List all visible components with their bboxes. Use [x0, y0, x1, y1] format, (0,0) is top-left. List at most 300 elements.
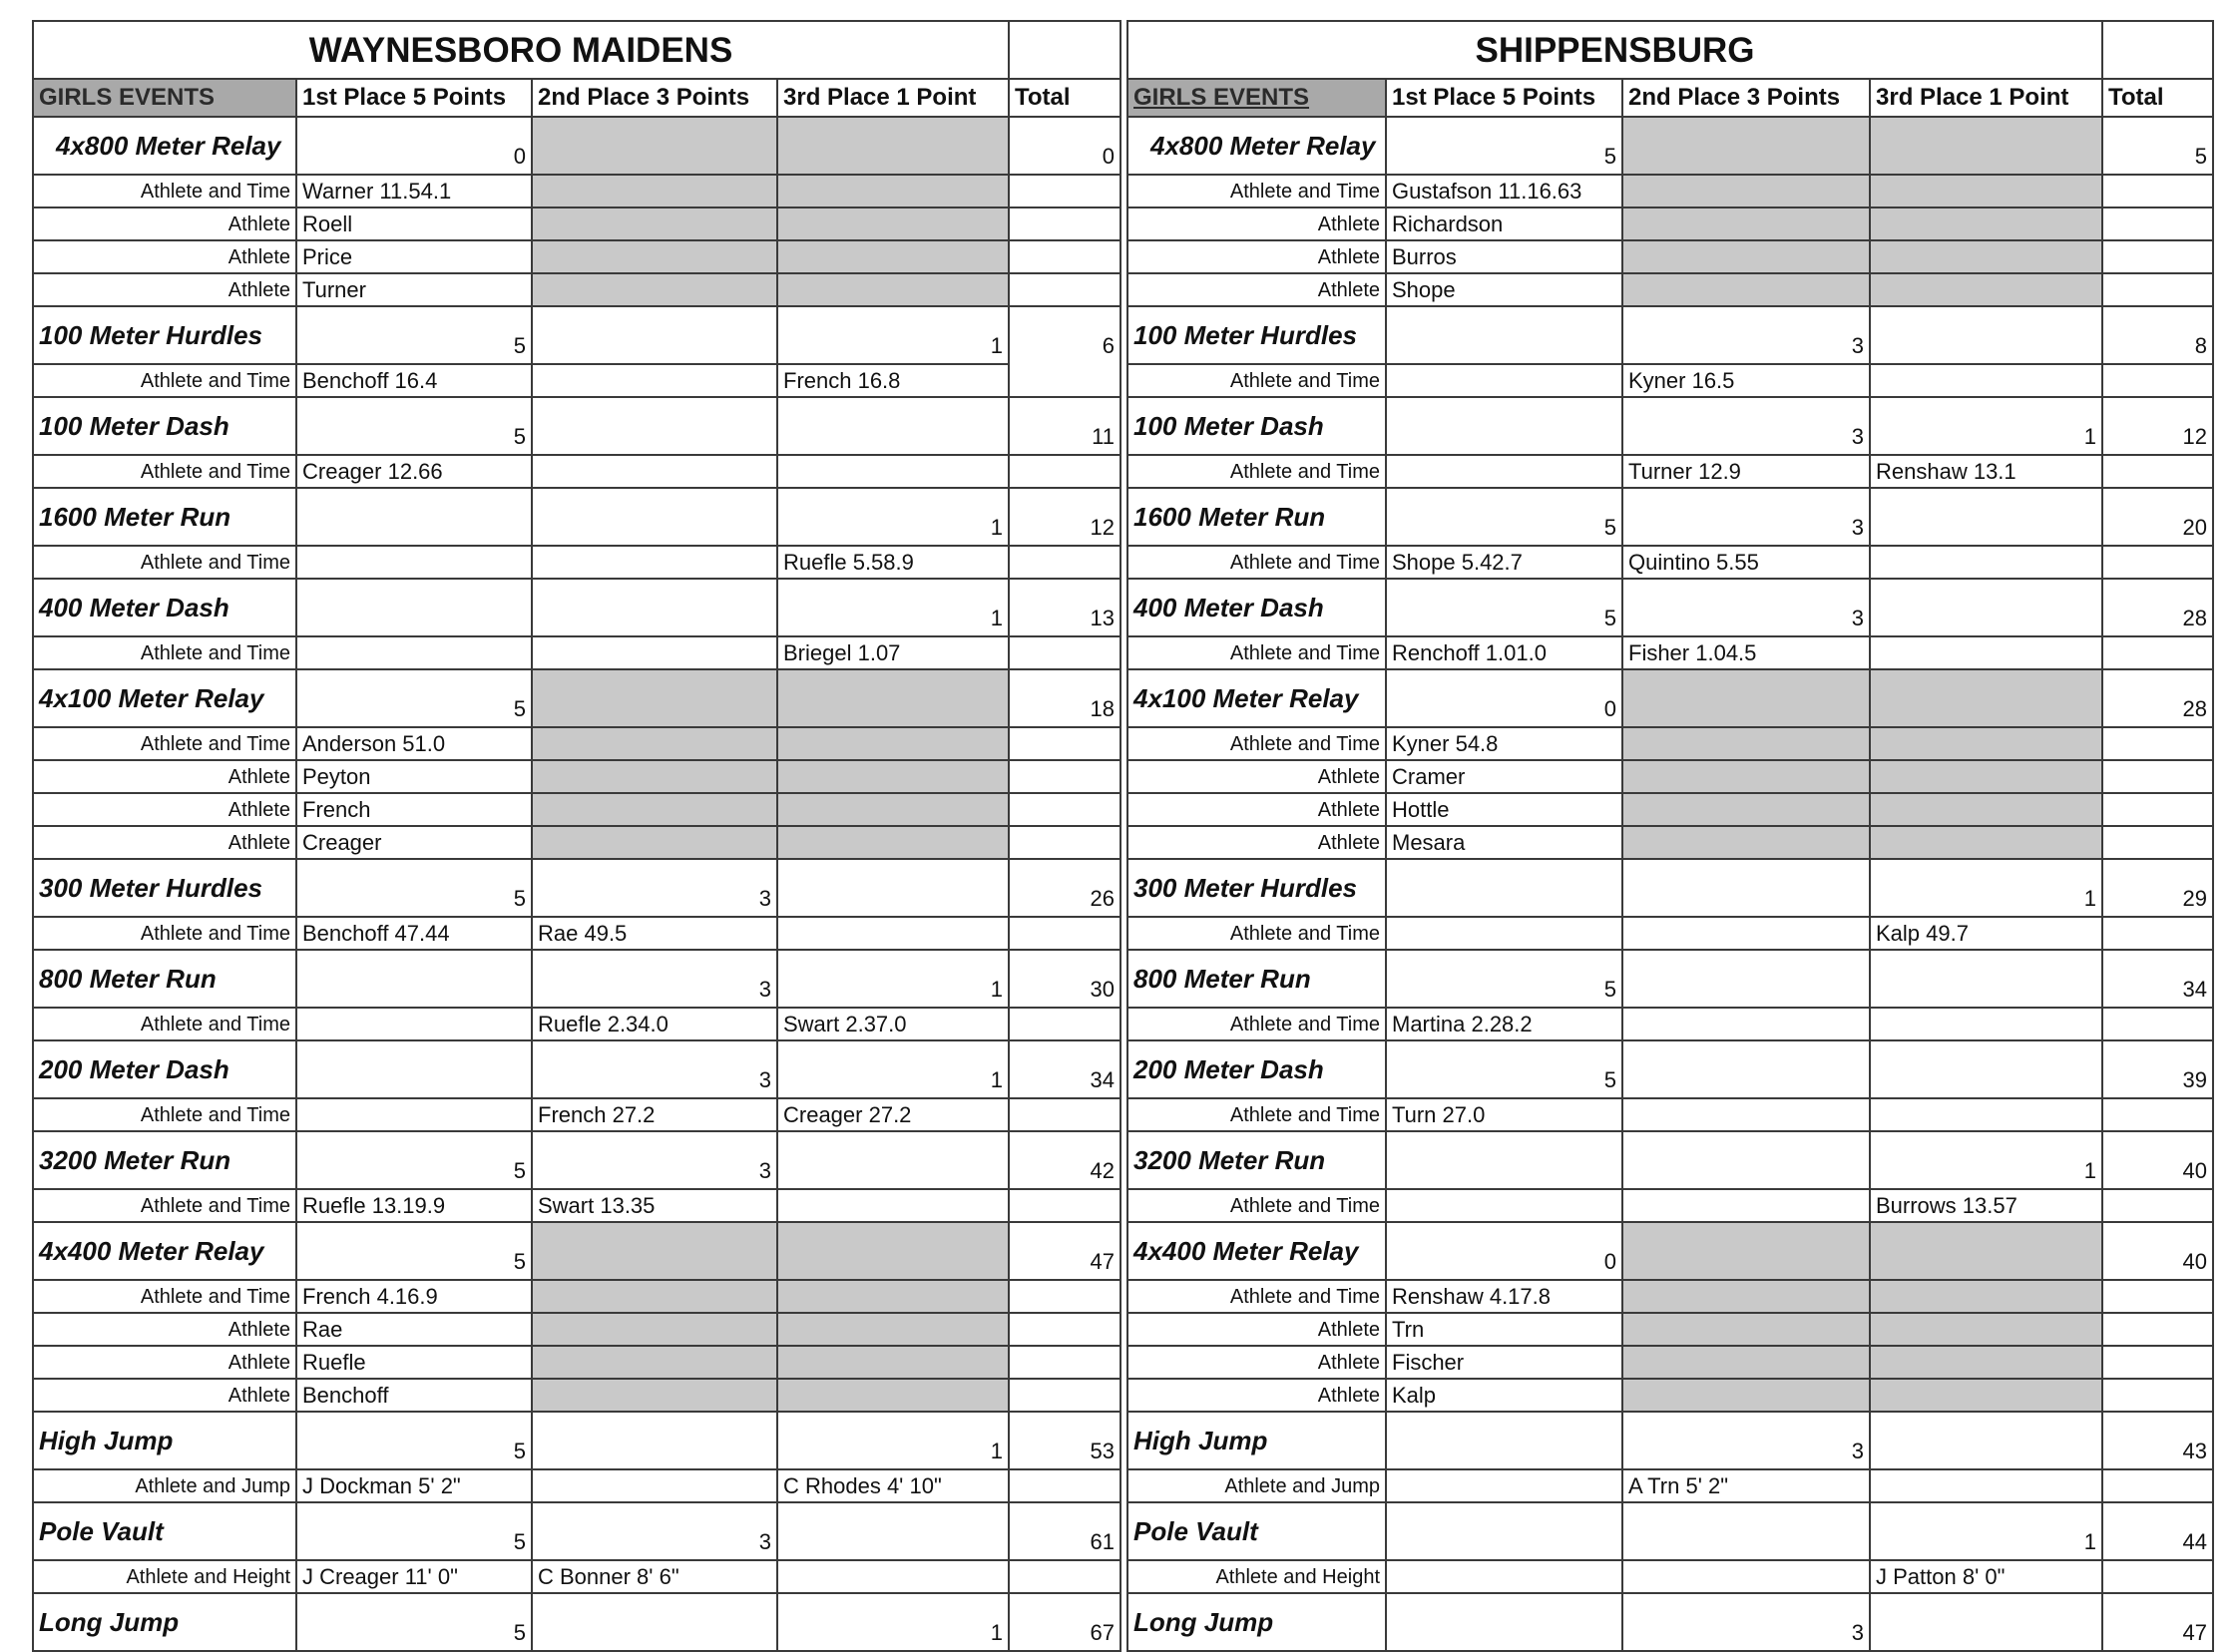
event-name: 300 Meter Hurdles: [1127, 859, 1386, 917]
first-place-points: 5: [296, 669, 532, 727]
athlete-label: Athlete and Height: [1127, 1560, 1386, 1593]
athlete-row: [1127, 793, 2213, 826]
third-place-points: [1870, 579, 2102, 636]
second-place-athlete: [532, 240, 777, 273]
first-place-athlete: Fischer: [1386, 1346, 1622, 1379]
first-place-athlete: Burros: [1386, 240, 1622, 273]
third-place-athlete: [1870, 273, 2102, 306]
athlete-row: [33, 826, 1120, 859]
total-blank-cell: [2102, 546, 2213, 579]
event-row: [1127, 950, 2213, 1008]
first-place-athlete: Shope 5.42.7: [1386, 546, 1622, 579]
second-place-athlete: [532, 1313, 777, 1346]
first-place-points: 0: [1386, 669, 1622, 727]
total-blank-cell: [2102, 1008, 2213, 1040]
first-place-athlete: Benchoff: [296, 1379, 532, 1412]
third-place-athlete: [777, 760, 1009, 793]
running-total: 5: [2102, 117, 2213, 175]
running-total: 28: [2102, 579, 2213, 636]
second-place-athlete: [532, 1469, 777, 1502]
athlete-label: Athlete and Time: [33, 546, 296, 579]
athlete-label: Athlete and Time: [33, 727, 296, 760]
first-place-athlete: Roell: [296, 207, 532, 240]
total-blank-cell: [2102, 240, 2213, 273]
event-name: 4x400 Meter Relay: [33, 1222, 296, 1280]
third-place-points: [1870, 306, 2102, 364]
header-total: Total: [2102, 79, 2213, 117]
first-place-athlete: [1386, 1189, 1622, 1222]
athlete-row: [33, 1189, 1120, 1222]
first-place-athlete: Mesara: [1386, 826, 1622, 859]
running-total: 12: [1009, 488, 1120, 546]
athlete-label: Athlete: [1127, 793, 1386, 826]
second-place-athlete: [532, 826, 777, 859]
event-name: 200 Meter Dash: [33, 1040, 296, 1098]
athlete-row: [1127, 1189, 2213, 1222]
third-place-points: [1870, 1222, 2102, 1280]
running-total: 40: [2102, 1222, 2213, 1280]
second-place-athlete: [532, 636, 777, 669]
athlete-label: Athlete: [33, 793, 296, 826]
first-place-points: [1386, 306, 1622, 364]
athlete-label: Athlete and Time: [1127, 636, 1386, 669]
event-row: [1127, 669, 2213, 727]
total-blank-cell: [2102, 1189, 2213, 1222]
total-blank-cell: [1009, 1346, 1120, 1379]
second-place-points: [1622, 117, 1870, 175]
running-total: 44: [2102, 1502, 2213, 1560]
second-place-athlete: Swart 13.35: [532, 1189, 777, 1222]
athlete-label: Athlete and Time: [1127, 1098, 1386, 1131]
second-place-athlete: French 27.2: [532, 1098, 777, 1131]
third-place-points: 1: [777, 488, 1009, 546]
total-blank-cell: [1009, 636, 1120, 669]
total-blank-cell: [1009, 207, 1120, 240]
second-place-points: [1622, 669, 1870, 727]
first-place-points: [296, 950, 532, 1008]
event-name: Pole Vault: [33, 1502, 296, 1560]
athlete-row: [33, 1379, 1120, 1412]
event-name: 200 Meter Dash: [1127, 1040, 1386, 1098]
athlete-row: [33, 455, 1120, 488]
athlete-row: [1127, 546, 2213, 579]
total-blank-cell: [1009, 1098, 1120, 1131]
event-name: Pole Vault: [1127, 1502, 1386, 1560]
second-place-points: 3: [532, 1040, 777, 1098]
first-place-points: 5: [1386, 950, 1622, 1008]
header-girls-events: [1127, 79, 1386, 117]
third-place-points: [777, 1131, 1009, 1189]
third-place-athlete: [1870, 175, 2102, 207]
event-name: 1600 Meter Run: [1127, 488, 1386, 546]
first-place-athlete: Creager: [296, 826, 532, 859]
total-blank-cell: [2102, 727, 2213, 760]
third-place-athlete: [777, 917, 1009, 950]
event-row: [33, 1593, 1120, 1651]
second-place-points: 3: [1622, 306, 1870, 364]
athlete-label: Athlete and Time: [1127, 1280, 1386, 1313]
header-1st-place: 1st Place 5 Points: [1386, 79, 1622, 117]
second-place-athlete: [1622, 273, 1870, 306]
third-place-athlete: [777, 207, 1009, 240]
first-place-athlete: Trn: [1386, 1313, 1622, 1346]
event-name: Long Jump: [1127, 1593, 1386, 1651]
athlete-row: [33, 727, 1120, 760]
event-name: 3200 Meter Run: [33, 1131, 296, 1189]
first-place-points: [1386, 1593, 1622, 1651]
athlete-row: [1127, 760, 2213, 793]
first-place-athlete: Creager 12.66: [296, 455, 532, 488]
total-blank-cell: [1009, 1379, 1120, 1412]
event-row: [33, 1222, 1120, 1280]
header-girls-events-text: GIRLS EVENTS: [39, 84, 216, 111]
athlete-label: Athlete: [1127, 1313, 1386, 1346]
athlete-row: [33, 1280, 1120, 1313]
third-place-athlete: [1870, 727, 2102, 760]
third-place-athlete: [1870, 1469, 2102, 1502]
third-place-athlete: J Patton 8' 0": [1870, 1560, 2102, 1593]
first-place-points: 5: [296, 859, 532, 917]
event-name: 800 Meter Run: [1127, 950, 1386, 1008]
third-place-athlete: [1870, 1280, 2102, 1313]
athlete-row: [1127, 1346, 2213, 1379]
total-blank-cell: [2102, 273, 2213, 306]
first-place-athlete: Turn 27.0: [1386, 1098, 1622, 1131]
third-place-athlete: [777, 1280, 1009, 1313]
third-place-points: 1: [777, 579, 1009, 636]
title-blank-cell: [2102, 21, 2213, 79]
second-place-points: [1622, 1502, 1870, 1560]
running-total: 29: [2102, 859, 2213, 917]
athlete-label: Athlete and Time: [33, 364, 296, 397]
running-total: 42: [1009, 1131, 1120, 1189]
total-blank-cell: [1009, 1280, 1120, 1313]
first-place-athlete: Kyner 54.8: [1386, 727, 1622, 760]
second-place-athlete: [532, 793, 777, 826]
first-place-points: 0: [1386, 1222, 1622, 1280]
second-place-points: [1622, 950, 1870, 1008]
athlete-label: Athlete: [1127, 207, 1386, 240]
first-place-athlete: Ruefle: [296, 1346, 532, 1379]
athlete-row: [33, 240, 1120, 273]
first-place-athlete: Warner 11.54.1: [296, 175, 532, 207]
first-place-athlete: J Creager 11' 0": [296, 1560, 532, 1593]
third-place-points: [1870, 1593, 2102, 1651]
first-place-points: 5: [296, 1412, 532, 1469]
first-place-athlete: Anderson 51.0: [296, 727, 532, 760]
third-place-points: [777, 859, 1009, 917]
total-blank-cell: [2102, 1280, 2213, 1313]
event-row: [1127, 1040, 2213, 1098]
header-2nd-place: 2nd Place 3 Points: [1622, 79, 1870, 117]
total-blank-cell: [2102, 455, 2213, 488]
athlete-row: [1127, 727, 2213, 760]
total-blank-cell: [2102, 1560, 2213, 1593]
third-place-athlete: [777, 727, 1009, 760]
second-place-points: [532, 1412, 777, 1469]
first-place-athlete: [1386, 1560, 1622, 1593]
athlete-row: [33, 1346, 1120, 1379]
running-total: 34: [2102, 950, 2213, 1008]
running-total: 11: [1009, 397, 1120, 455]
event-row: [1127, 117, 2213, 175]
second-place-points: 3: [532, 950, 777, 1008]
athlete-row: [33, 636, 1120, 669]
athlete-label: Athlete and Time: [1127, 1008, 1386, 1040]
second-place-athlete: [1622, 1280, 1870, 1313]
second-place-points: [532, 669, 777, 727]
second-place-athlete: [1622, 1189, 1870, 1222]
running-total: 43: [2102, 1412, 2213, 1469]
second-place-points: 3: [532, 1131, 777, 1189]
event-row: [33, 859, 1120, 917]
running-total: 30: [1009, 950, 1120, 1008]
event-name: 400 Meter Dash: [1127, 579, 1386, 636]
running-total: 47: [1009, 1222, 1120, 1280]
header-girls-events: [33, 79, 296, 117]
total-blank-cell: [1009, 793, 1120, 826]
header-3rd-place: 3rd Place 1 Point: [777, 79, 1009, 117]
athlete-label: Athlete and Time: [33, 1008, 296, 1040]
event-name: 3200 Meter Run: [1127, 1131, 1386, 1189]
athlete-label: Athlete: [33, 1313, 296, 1346]
second-place-athlete: [1622, 207, 1870, 240]
athlete-label: Athlete and Time: [1127, 546, 1386, 579]
title-blank-cell: [1009, 21, 1120, 79]
running-total: 13: [1009, 579, 1120, 636]
first-place-points: 5: [296, 397, 532, 455]
team-name-shippensburg: SHIPPENSBURG: [1127, 21, 2102, 79]
athlete-row: [33, 207, 1120, 240]
total-blank-cell: [1009, 364, 1120, 397]
third-place-athlete: [777, 793, 1009, 826]
total-blank-cell: [1009, 1469, 1120, 1502]
first-place-athlete: Renshaw 4.17.8: [1386, 1280, 1622, 1313]
total-blank-cell: [1009, 826, 1120, 859]
second-place-athlete: Fisher 1.04.5: [1622, 636, 1870, 669]
second-place-points: 3: [532, 859, 777, 917]
third-place-athlete: C Rhodes 4' 10": [777, 1469, 1009, 1502]
event-row: [33, 1502, 1120, 1560]
first-place-athlete: Hottle: [1386, 793, 1622, 826]
event-name: 4x100 Meter Relay: [1127, 669, 1386, 727]
third-place-points: 1: [777, 950, 1009, 1008]
athlete-label: Athlete and Time: [33, 1098, 296, 1131]
second-place-athlete: Kyner 16.5: [1622, 364, 1870, 397]
third-place-athlete: [1870, 546, 2102, 579]
total-blank-cell: [2102, 1469, 2213, 1502]
athlete-label: Athlete and Time: [33, 1280, 296, 1313]
first-place-athlete: Rae: [296, 1313, 532, 1346]
second-place-points: [1622, 859, 1870, 917]
total-blank-cell: [2102, 917, 2213, 950]
first-place-athlete: Turner: [296, 273, 532, 306]
first-place-athlete: Peyton: [296, 760, 532, 793]
third-place-points: 1: [777, 1593, 1009, 1651]
running-total: 39: [2102, 1040, 2213, 1098]
second-place-athlete: [1622, 917, 1870, 950]
third-place-athlete: [777, 1346, 1009, 1379]
running-total: 61: [1009, 1502, 1120, 1560]
column-header-row: [1127, 79, 2213, 117]
athlete-row: [33, 793, 1120, 826]
athlete-label: Athlete: [1127, 273, 1386, 306]
first-place-athlete: Price: [296, 240, 532, 273]
second-place-athlete: [1622, 1098, 1870, 1131]
third-place-points: [777, 1222, 1009, 1280]
event-row: [1127, 1593, 2213, 1651]
third-place-athlete: [777, 1313, 1009, 1346]
event-name: 400 Meter Dash: [33, 579, 296, 636]
running-total: 34: [1009, 1040, 1120, 1098]
third-place-points: 1: [777, 1040, 1009, 1098]
second-place-athlete: [532, 727, 777, 760]
second-place-athlete: [1622, 826, 1870, 859]
second-place-points: 3: [1622, 397, 1870, 455]
total-blank-cell: [2102, 760, 2213, 793]
total-blank-cell: [2102, 1098, 2213, 1131]
second-place-athlete: [532, 1280, 777, 1313]
second-place-athlete: [532, 546, 777, 579]
second-place-athlete: [532, 175, 777, 207]
total-blank-cell: [1009, 240, 1120, 273]
event-name: 100 Meter Dash: [33, 397, 296, 455]
first-place-points: 5: [1386, 1040, 1622, 1098]
event-name: 100 Meter Hurdles: [33, 306, 296, 364]
third-place-athlete: Renshaw 13.1: [1870, 455, 2102, 488]
athlete-row: [1127, 826, 2213, 859]
event-row: [1127, 306, 2213, 364]
first-place-points: [296, 488, 532, 546]
athlete-row: [1127, 1313, 2213, 1346]
event-row: [33, 397, 1120, 455]
third-place-athlete: [1870, 1008, 2102, 1040]
first-place-points: [1386, 1412, 1622, 1469]
event-name: 4x800 Meter Relay: [1127, 117, 1386, 175]
first-place-points: 0: [296, 117, 532, 175]
second-place-athlete: [1622, 727, 1870, 760]
third-place-athlete: [777, 1379, 1009, 1412]
total-blank-cell: [2102, 1346, 2213, 1379]
total-blank-cell: [2102, 636, 2213, 669]
athlete-label: Athlete and Time: [33, 1189, 296, 1222]
second-place-points: [532, 579, 777, 636]
athlete-row: [33, 1313, 1120, 1346]
second-place-points: [532, 306, 777, 364]
third-place-points: [777, 1502, 1009, 1560]
total-blank-cell: [2102, 793, 2213, 826]
athlete-row: [33, 1469, 1120, 1502]
second-place-athlete: [532, 455, 777, 488]
second-place-points: 3: [1622, 1593, 1870, 1651]
event-row: [33, 669, 1120, 727]
athlete-label: Athlete and Jump: [33, 1469, 296, 1502]
total-blank-cell: [1009, 455, 1120, 488]
event-row: [33, 1040, 1120, 1098]
third-place-athlete: Ruefle 5.58.9: [777, 546, 1009, 579]
running-total: 0: [1009, 117, 1120, 175]
third-place-athlete: [1870, 826, 2102, 859]
event-row: [1127, 1222, 2213, 1280]
event-row: [1127, 1502, 2213, 1560]
running-total: 6: [1009, 306, 1120, 364]
first-place-athlete: Gustafson 11.16.63: [1386, 175, 1622, 207]
third-place-athlete: [1870, 1313, 2102, 1346]
athlete-row: [1127, 917, 2213, 950]
second-place-athlete: [1622, 1560, 1870, 1593]
second-place-points: [532, 488, 777, 546]
second-place-athlete: A Trn 5' 2": [1622, 1469, 1870, 1502]
first-place-athlete: Martina 2.28.2: [1386, 1008, 1622, 1040]
first-place-athlete: [1386, 455, 1622, 488]
third-place-athlete: [1870, 1346, 2102, 1379]
total-blank-cell: [1009, 917, 1120, 950]
athlete-label: Athlete: [33, 826, 296, 859]
third-place-points: [1870, 669, 2102, 727]
event-name: 1600 Meter Run: [33, 488, 296, 546]
third-place-points: [1870, 1040, 2102, 1098]
second-place-points: 3: [1622, 488, 1870, 546]
event-name: 800 Meter Run: [33, 950, 296, 1008]
first-place-athlete: Richardson: [1386, 207, 1622, 240]
third-place-points: [777, 117, 1009, 175]
running-total: 12: [2102, 397, 2213, 455]
athlete-row: [1127, 175, 2213, 207]
first-place-athlete: [1386, 1469, 1622, 1502]
third-place-athlete: Briegel 1.07: [777, 636, 1009, 669]
first-place-athlete: [296, 546, 532, 579]
running-total: 40: [2102, 1131, 2213, 1189]
second-place-points: 3: [1622, 1412, 1870, 1469]
running-total: 20: [2102, 488, 2213, 546]
total-blank-cell: [2102, 1379, 2213, 1412]
running-total: 28: [2102, 669, 2213, 727]
second-place-athlete: [532, 1379, 777, 1412]
event-name: 100 Meter Dash: [1127, 397, 1386, 455]
first-place-points: 5: [296, 1593, 532, 1651]
third-place-points: 1: [1870, 397, 2102, 455]
athlete-row: [1127, 1098, 2213, 1131]
athlete-label: Athlete: [1127, 240, 1386, 273]
athlete-label: Athlete and Time: [33, 175, 296, 207]
second-place-athlete: [1622, 1313, 1870, 1346]
third-place-points: [777, 669, 1009, 727]
athlete-label: Athlete: [1127, 1346, 1386, 1379]
first-place-points: [296, 579, 532, 636]
first-place-points: 5: [1386, 117, 1622, 175]
athlete-label: Athlete: [33, 1379, 296, 1412]
first-place-points: [1386, 1131, 1622, 1189]
event-row: [1127, 579, 2213, 636]
athlete-label: Athlete and Time: [1127, 455, 1386, 488]
athlete-row: [1127, 1379, 2213, 1412]
event-name: High Jump: [33, 1412, 296, 1469]
running-total: 53: [1009, 1412, 1120, 1469]
total-blank-cell: [2102, 175, 2213, 207]
first-place-athlete: Benchoff 47.44: [296, 917, 532, 950]
first-place-points: 5: [296, 1131, 532, 1189]
athlete-row: [33, 917, 1120, 950]
athlete-label: Athlete: [33, 760, 296, 793]
first-place-athlete: Cramer: [1386, 760, 1622, 793]
second-place-points: [532, 1593, 777, 1651]
athlete-label: Athlete and Time: [33, 917, 296, 950]
athlete-label: Athlete and Height: [33, 1560, 296, 1593]
event-row: [33, 488, 1120, 546]
third-place-athlete: [777, 273, 1009, 306]
third-place-points: [1870, 117, 2102, 175]
second-place-points: [532, 397, 777, 455]
